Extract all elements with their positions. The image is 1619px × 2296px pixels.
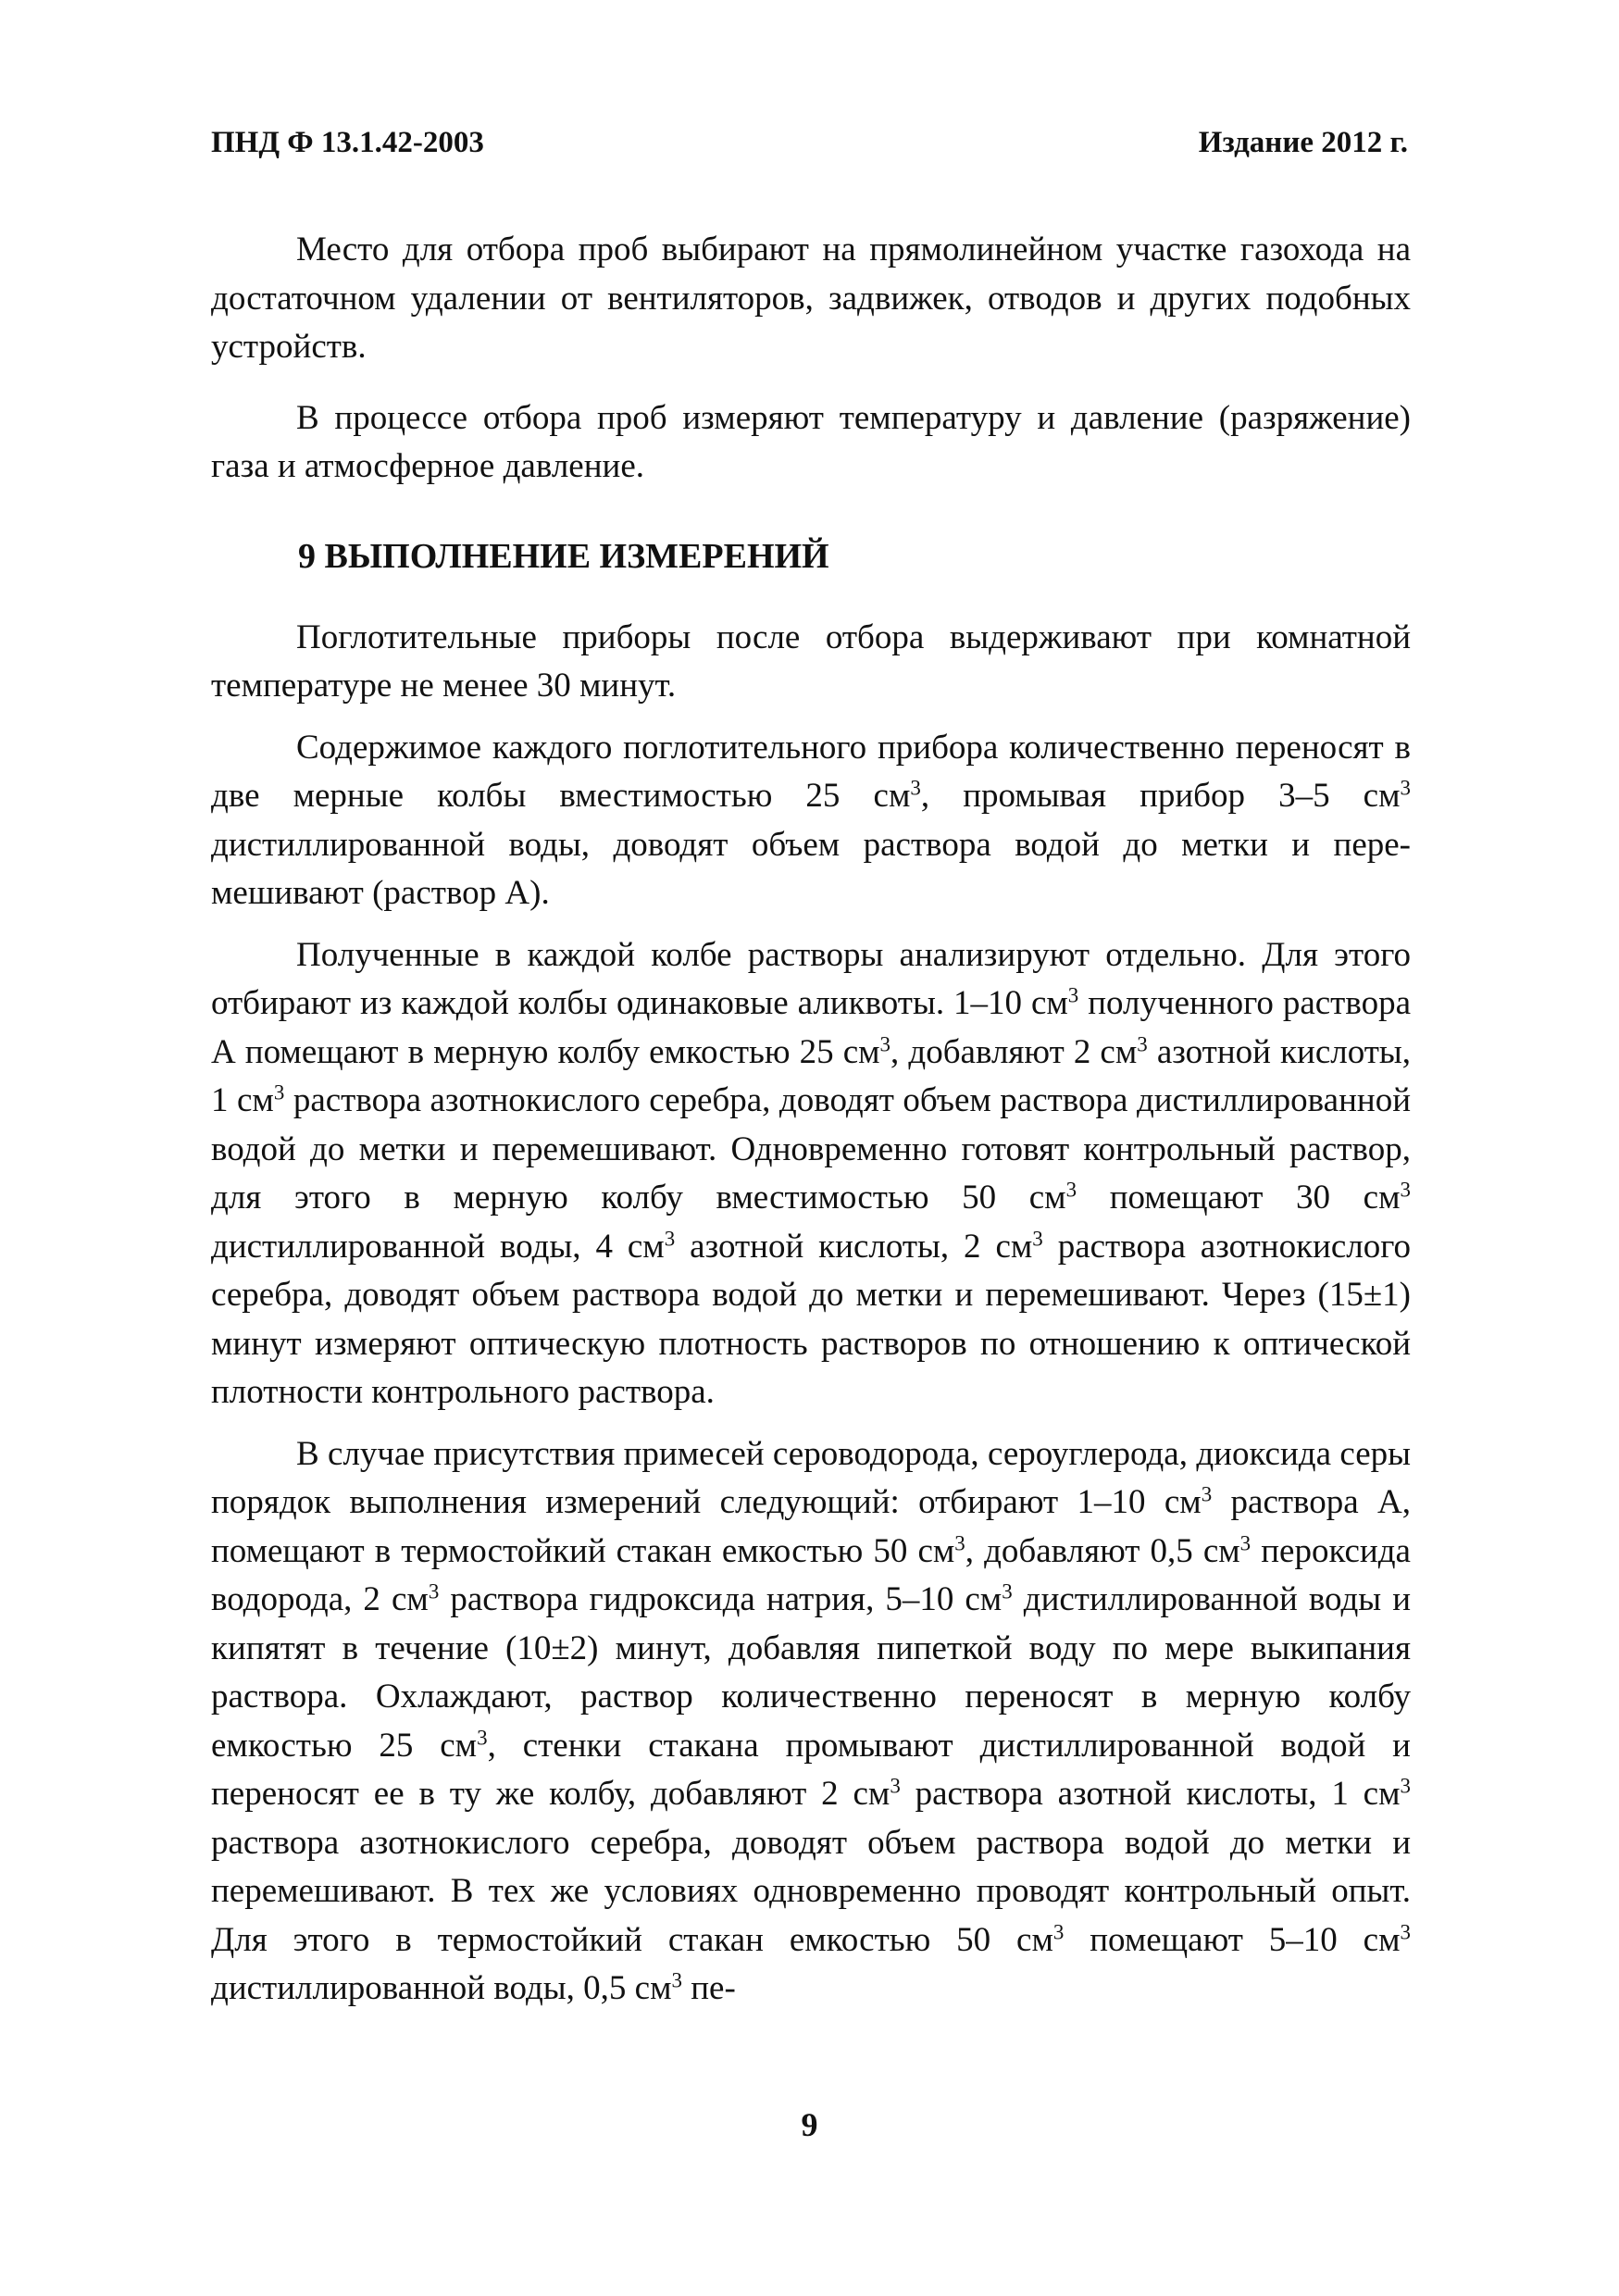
superscript: 3 <box>1032 1226 1043 1250</box>
superscript: 3 <box>890 1774 901 1798</box>
paragraph-interfering-impurities: В случае присутствия примесей сероводорода, сероуглерода, диоксида серы порядок выполнения измерений следующий: отбирают 1–10 $см^3$ раствора А, помещают в термостойкий стакан емкостью 50 $см^3$, добавляют 0,5 $см^3$ пероксида водорода, 2 $см^3$ раствора гидроксида натрия, 5–10 $см^3$ дистиллированной воды и кипятят в течение (10±2) минут, добавляя пипеткой воду по мере выкипания раствора. Охлаждают, раствор количественно переносят в мерную колбу емкостью 25 $см^3$, стенки стакана промывают дистиллированной водой и переносят ее в ту же колбу, добавляют 2 $см^3$ раствора азотной кислоты, 1 $см^3$ раствора азотнокислого серебра, доводят объем раствора водой до метки и перемешивают. В тех же условиях одновременно проводят контрольный опыт. Для этого в термостойкий стакан емкостью 50 $см^3$ помещают 5–10 $см^3$ дистиллированной воды, 0,5 $см^3$ пе- <box>211 1434 1411 2007</box>
page-number: 9 <box>801 2106 818 2143</box>
superscript: 3 <box>1002 1579 1013 1603</box>
superscript: 3 <box>879 1031 891 1055</box>
superscript: 3 <box>1065 1178 1077 1202</box>
paragraph-absorbers: Поглотительные приборы после отбора выдерживают при комнатной температуре не менее 30 минут. <box>211 618 1411 705</box>
paragraph-sampling-site: Место для отбора проб выбирают на прямолинейном участке газохода на достаточном удалении от вентиляторов, задвижек, отводов и других подобных устройств. <box>211 231 1411 366</box>
paragraph-sampling-measurements: В процессе отбора проб измеряют температуру и давление (разряжение) газа и атмосферное давление. <box>211 398 1411 485</box>
superscript: 3 <box>1201 1482 1213 1506</box>
superscript: 3 <box>1400 776 1411 800</box>
superscript: 3 <box>954 1530 965 1554</box>
edition-label: Издание 2012 г. <box>1198 126 1408 159</box>
superscript: 3 <box>1239 1530 1252 1554</box>
superscript: 3 <box>1052 1919 1065 1943</box>
superscript: 3 <box>428 1579 440 1603</box>
paragraph-transfer-contents: Содержимое каждого поглотительного прибора количественно переносят в две мерные колбы вместимостью 25 $см^3$, промывая прибор 3–5 $см^3$ дистиллированной воды, доводят объем раствора водой до метки и перемешивают (раствор А). <box>211 728 1411 912</box>
superscript: 3 <box>1400 1919 1411 1943</box>
document-code: ПНД Ф 13.1.42-2003 <box>211 126 484 159</box>
page-body <box>211 226 1411 2014</box>
superscript: 3 <box>1067 983 1079 1007</box>
superscript: 3 <box>477 1725 488 1749</box>
page-header <box>211 126 1408 167</box>
superscript: 3 <box>1400 1774 1411 1798</box>
superscript: 3 <box>1137 1031 1148 1055</box>
section-heading: 9 ВЫПОЛНЕНИЕ ИЗМЕРЕНИЙ <box>298 536 829 576</box>
paragraph-analysis: Полученные в каждой колбе растворы анализируют отдельно. Для этого отбирают из каждой колбы одинаковые аликвоты. 1–10 $см^3$ полученного раствора А помещают в мерную колбу емкостью 25 $см^3$, добавляют 2 $см^3$ азотной кислоты, 1 $см^3$ раствора азотнокислого серебра, доводят объем раствора дистиллированной водой до метки и перемешивают. Одновременно готовят контрольный раствор, для этого в мерную колбу вместимостью 50 $см^3$ помещают 30 $см^3$ дистиллированной воды, 4 $см^3$ азотной кислоты, 2 $см^3$ раствора азотнокислого серебра, доводят объем раствора водой до метки и перемешивают. Через (15±1) минут измеряют оптическую плотность растворов по отношению к оптической плотности контрольного раствора. <box>211 935 1412 1411</box>
superscript: 3 <box>910 776 921 800</box>
superscript: 3 <box>664 1226 676 1250</box>
superscript: 3 <box>671 1968 682 1992</box>
superscript: 3 <box>1400 1178 1411 1202</box>
superscript: 3 <box>273 1080 285 1104</box>
